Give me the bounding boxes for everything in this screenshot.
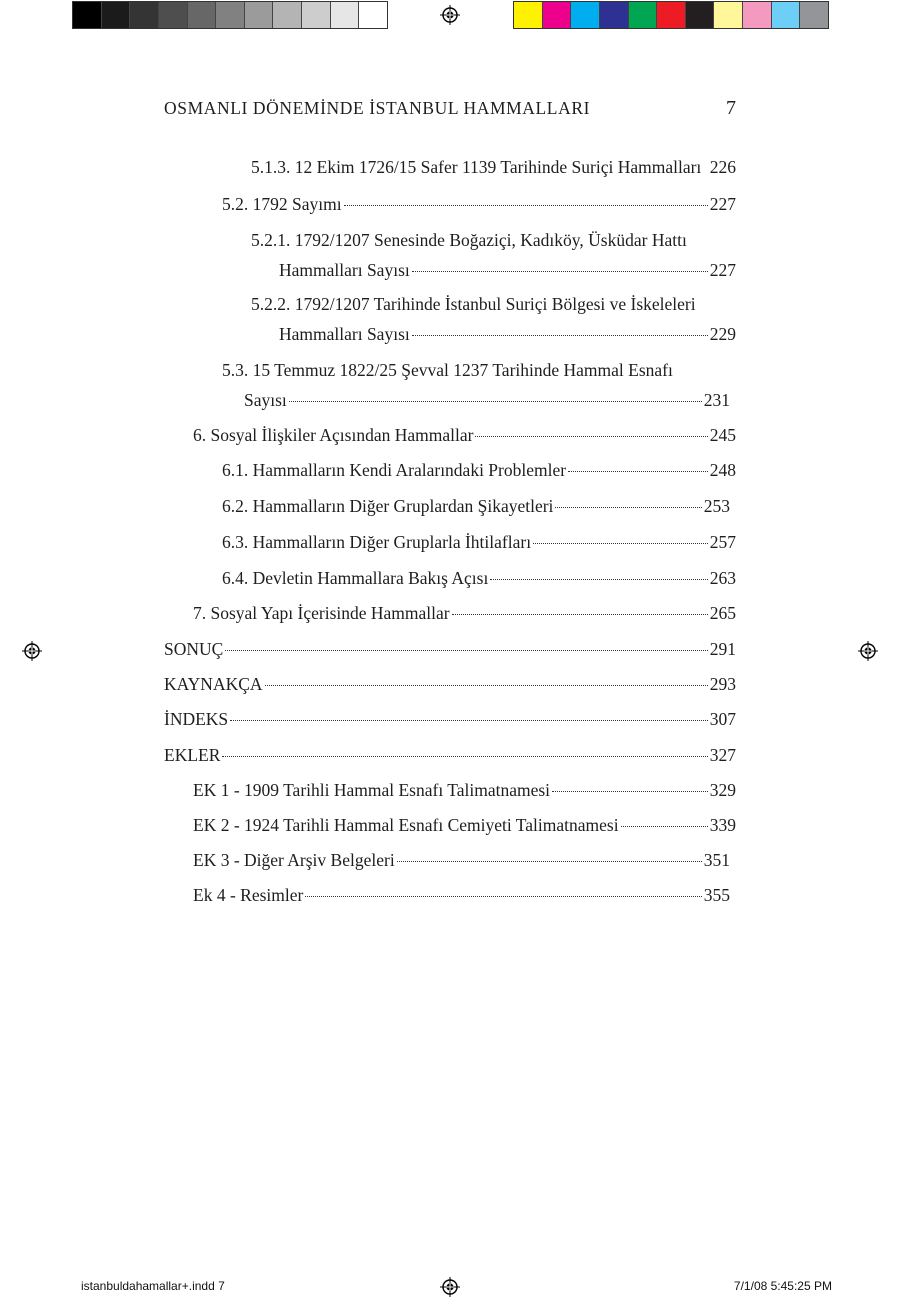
toc-entry-title-line1: 5.2.2. 1792/1207 Tarihinde İstanbul Suriçi Bölgesi ve İskeleleri xyxy=(251,294,696,314)
gray-swatch xyxy=(216,2,245,28)
toc-entry-title: EK 2 - 1924 Tarihli Hammal Esnafı Cemiyeti Talimatnamesi xyxy=(193,815,619,835)
toc-entry-page: 355 xyxy=(703,885,730,905)
color-swatch xyxy=(657,2,686,28)
toc-entry-title: KAYNAKÇA xyxy=(164,674,263,694)
dot-leader xyxy=(222,756,707,757)
slug-filename: istanbuldahamallar+.indd 7 xyxy=(81,1279,225,1293)
toc-entry[interactable] xyxy=(222,355,730,415)
toc-entry[interactable] xyxy=(222,527,736,557)
dot-leader xyxy=(490,579,707,580)
toc-entry-page: 293 xyxy=(709,674,736,694)
toc-entry-page: 339 xyxy=(709,815,736,835)
gray-swatch xyxy=(302,2,331,28)
dot-leader xyxy=(533,543,708,544)
toc-entry-page: 245 xyxy=(709,425,736,445)
gray-swatch xyxy=(359,2,387,28)
color-swatch xyxy=(543,2,572,28)
registration-mark-right-icon xyxy=(858,641,878,661)
toc-entry-page: 248 xyxy=(709,460,736,480)
toc-entry-title: 6.4. Devletin Hammallara Bakış Açısı xyxy=(222,568,489,588)
gray-swatch xyxy=(130,2,159,28)
toc-entry-page: 327 xyxy=(709,745,736,765)
toc-entry-title: 5.1.3. 12 Ekim 1726/15 Safer 1139 Tarihinde Suriçi Hammalları xyxy=(251,157,702,177)
toc-entry-page: 253 xyxy=(703,496,730,516)
toc-entry-title: 5.2. 1792 Sayımı xyxy=(222,194,342,214)
color-swatch xyxy=(772,2,801,28)
dot-leader xyxy=(289,401,702,402)
running-head-title: OSMANLI DÖNEMİNDE İSTANBUL HAMMALLARI xyxy=(164,98,591,118)
toc-entry-title: Sayısı xyxy=(244,390,287,410)
toc-entry-title: 6. Sosyal İlişkiler Açısından Hammallar xyxy=(193,425,474,445)
grayscale-color-bar xyxy=(72,1,388,29)
toc-entry[interactable] xyxy=(251,152,736,182)
toc-entry[interactable] xyxy=(164,634,736,664)
toc-entry[interactable] xyxy=(222,563,736,593)
toc-entry-page: 226 xyxy=(709,157,736,177)
dot-leader xyxy=(568,471,708,472)
toc-entry-title-line1: 5.2.1. 1792/1207 Senesinde Boğaziçi, Kadıköy, Üsküdar Hattı xyxy=(251,230,687,250)
toc-entry[interactable] xyxy=(193,810,736,840)
gray-swatch xyxy=(331,2,360,28)
color-swatch xyxy=(600,2,629,28)
dot-leader xyxy=(344,205,708,206)
toc-entry[interactable] xyxy=(193,420,736,450)
toc-entry-page: 229 xyxy=(709,324,736,344)
toc-entry-page: 227 xyxy=(709,194,736,214)
toc-entry-title: EK 1 - 1909 Tarihli Hammal Esnafı Talimatnamesi xyxy=(193,780,551,800)
color-swatch xyxy=(571,2,600,28)
gray-swatch xyxy=(245,2,274,28)
gray-swatch xyxy=(73,2,102,28)
toc-entry[interactable] xyxy=(222,455,736,485)
registration-mark-bottom-icon xyxy=(440,1277,460,1297)
dot-leader xyxy=(230,720,708,721)
toc-entry[interactable] xyxy=(251,225,736,285)
toc-entry[interactable] xyxy=(193,845,730,875)
toc-entry-title: SONUÇ xyxy=(164,639,224,659)
toc-entry-page: 291 xyxy=(709,639,736,659)
dot-leader xyxy=(552,791,708,792)
toc-entry-page: 227 xyxy=(709,260,736,280)
gray-swatch xyxy=(159,2,188,28)
dot-leader xyxy=(621,826,708,827)
toc-entry-page: 231 xyxy=(703,390,730,410)
gray-swatch xyxy=(188,2,217,28)
toc-entry-title: Hammalları Sayısı xyxy=(279,324,410,344)
toc-entry[interactable] xyxy=(164,740,736,770)
toc-entry-title: Ek 4 - Resimler xyxy=(193,885,304,905)
dot-leader xyxy=(412,271,708,272)
dot-leader xyxy=(475,436,707,437)
color-swatch xyxy=(686,2,715,28)
color-swatch xyxy=(714,2,743,28)
toc-entry-title: Hammalları Sayısı xyxy=(279,260,410,280)
toc-entry-page: 257 xyxy=(709,532,736,552)
color-swatch xyxy=(800,2,828,28)
color-swatch xyxy=(743,2,772,28)
toc-entry-title-line1: 5.3. 15 Temmuz 1822/25 Şevval 1237 Tarihinde Hammal Esnafı xyxy=(222,360,673,380)
gray-swatch xyxy=(102,2,131,28)
toc-entry[interactable] xyxy=(193,598,736,628)
dot-leader xyxy=(305,896,701,897)
gray-swatch xyxy=(273,2,302,28)
toc-entry[interactable] xyxy=(164,704,736,734)
dot-leader xyxy=(225,650,707,651)
toc-entry-title: 6.3. Hammalların Diğer Gruplarla İhtilafları xyxy=(222,532,532,552)
toc-entry-page: 351 xyxy=(703,850,730,870)
toc-entry[interactable] xyxy=(222,491,730,521)
dot-leader xyxy=(555,507,701,508)
dot-leader xyxy=(452,614,708,615)
color-swatch xyxy=(514,2,543,28)
registration-mark-top-icon xyxy=(440,5,460,25)
toc-entry-page: 307 xyxy=(709,709,736,729)
slug-date-time: 7/1/08 5:45:25 PM xyxy=(733,1279,832,1293)
toc-entry-title: 6.2. Hammalların Diğer Gruplardan Şikayetleri xyxy=(222,496,554,516)
toc-entry[interactable] xyxy=(164,669,736,699)
toc-entry-title: 7. Sosyal Yapı İçerisinde Hammallar xyxy=(193,603,450,623)
dot-leader xyxy=(265,685,708,686)
color-swatch xyxy=(629,2,658,28)
page-number: 7 xyxy=(726,97,736,119)
toc-entry[interactable] xyxy=(193,880,730,910)
dot-leader xyxy=(412,335,708,336)
toc-entry[interactable] xyxy=(193,775,736,805)
toc-entry-title: 6.1. Hammalların Kendi Aralarındaki Problemler xyxy=(222,460,567,480)
toc-entry-title: EK 3 - Diğer Arşiv Belgeleri xyxy=(193,850,395,870)
toc-entry-title: İNDEKS xyxy=(164,709,229,729)
toc-entry-page: 329 xyxy=(709,780,736,800)
registration-mark-left-icon xyxy=(22,641,42,661)
dot-leader xyxy=(397,861,702,862)
toc-entry[interactable] xyxy=(251,289,736,349)
toc-entry-page: 265 xyxy=(709,603,736,623)
toc-entry-title: EKLER xyxy=(164,745,221,765)
toc-entry[interactable] xyxy=(222,189,736,219)
process-color-bar xyxy=(513,1,829,29)
running-head xyxy=(164,97,736,120)
toc-entry-page: 263 xyxy=(709,568,736,588)
